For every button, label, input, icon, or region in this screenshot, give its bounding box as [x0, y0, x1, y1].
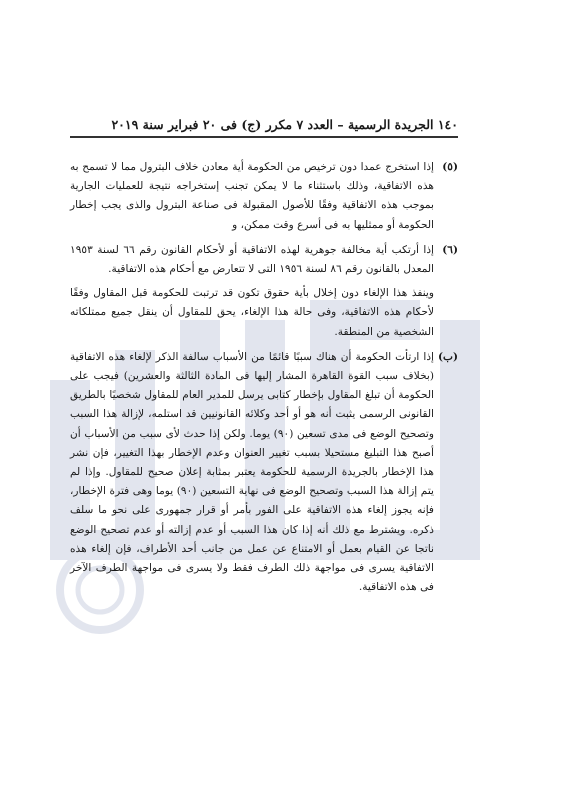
- item-marker: (٥): [442, 161, 458, 173]
- item-text: إذا استخرج عمدا دون ترخيص من الحكومة أية معادن خلاف البترول مما لا تسمح به هذه الاتفاقية، وذلك باستثناء ما لا يمكن تجنب إستخراجه نتيجة للعمليات الجارية بموجب هذه الاتفاقية وفقًا للأصول المقبولة فى صناعة البترول والذى يجب إخطار الحكومة أو ممثليها به فى أسرع وقت ممكن، و: [70, 161, 434, 231]
- page-header: ١٤٠ الجريدة الرسمية – العدد ٧ مكرر (ج) فى ٢٠ فبراير سنة ٢٠١٩: [111, 117, 458, 132]
- list-item: [70, 241, 458, 279]
- section-text: إذا ارتأت الحكومة أن هناك سببًا قائمًا من الأسباب سالفة الذكر لإلغاء هذه الاتفاقية (بخلاف سبب القوة القاهرة المشار إليها فى المادة الثالثة والعشرين) فيجب على الحكومة أن تبلغ المقاول بإخطار كتابى يرسل للمدير العام للمقاول شخصيًا بالطريق القانونى الرسمى يثبت أنه هو أو أحد وكلائه القانونيين قد استلمه، لإزالة هذا السبب وتصحيح الوضع فى مدى تسعين (٩٠) يوما. ولكن إذا حدث لأى سبب من الأسباب أن أصبح هذا التبليغ مستحيلا بسبب تغيير العنوان وعدم الإخطار بهذا التغيير، فإن نشر هذا الإخطار بالجريدة الرسمية للحكومة يعتبر بمثابة إعلان صحيح للمقاول. وإذا لم يتم إزالة هذا السبب وتصحيح الوضع فى نهاية التسعين (٩٠) يوما وهى فترة الإخطار، فإنه يجوز إلغاء هذه الاتفاقية على الفور بأمر أو قرار جمهورى على نحو ما سلف ذكره. ويشترط مع ذلك أنه إذا كان هذا السبب أو عدم إزالته أو عدم تصحيح الوضع ناتجا عن القيام بعمل أو الامتناع عن عمل من جانب أحد الأطراف، فإن إلغاء هذه الاتفاقية يسرى فى مواجهة ذلك الطرف فقط ولا يسرى فى مواجهة الطرف الآخر فى هذه الاتفاقية.: [70, 350, 435, 594]
- document-body: [70, 158, 458, 597]
- body-paragraph: وينفذ هذا الإلغاء دون إخلال بأية حقوق تكون قد ترتبت للحكومة قبل المقاول وفقًا لأحكام هذه الاتفاقية، وفى حالة هذا الإلغاء، يحق للمقاول أن ينقل جميع ممتلكاته الشخصية من المنطقة.: [70, 287, 434, 338]
- item-marker: (٦): [442, 243, 458, 256]
- section-b: [70, 348, 458, 598]
- header-divider: [70, 136, 458, 138]
- section-marker: (ب): [438, 350, 458, 363]
- item-text: إذا أرتكب أية مخالفة جوهرية لهذه الاتفاقية أو لأحكام القانون رقم ٦٦ لسنة ١٩٥٣ المعدل بالقانون رقم ٨٦ لسنة ١٩٥٦ التى لا تتعارض مع أحكام هذه الاتفاقية.: [70, 243, 434, 276]
- list-item: [70, 158, 458, 235]
